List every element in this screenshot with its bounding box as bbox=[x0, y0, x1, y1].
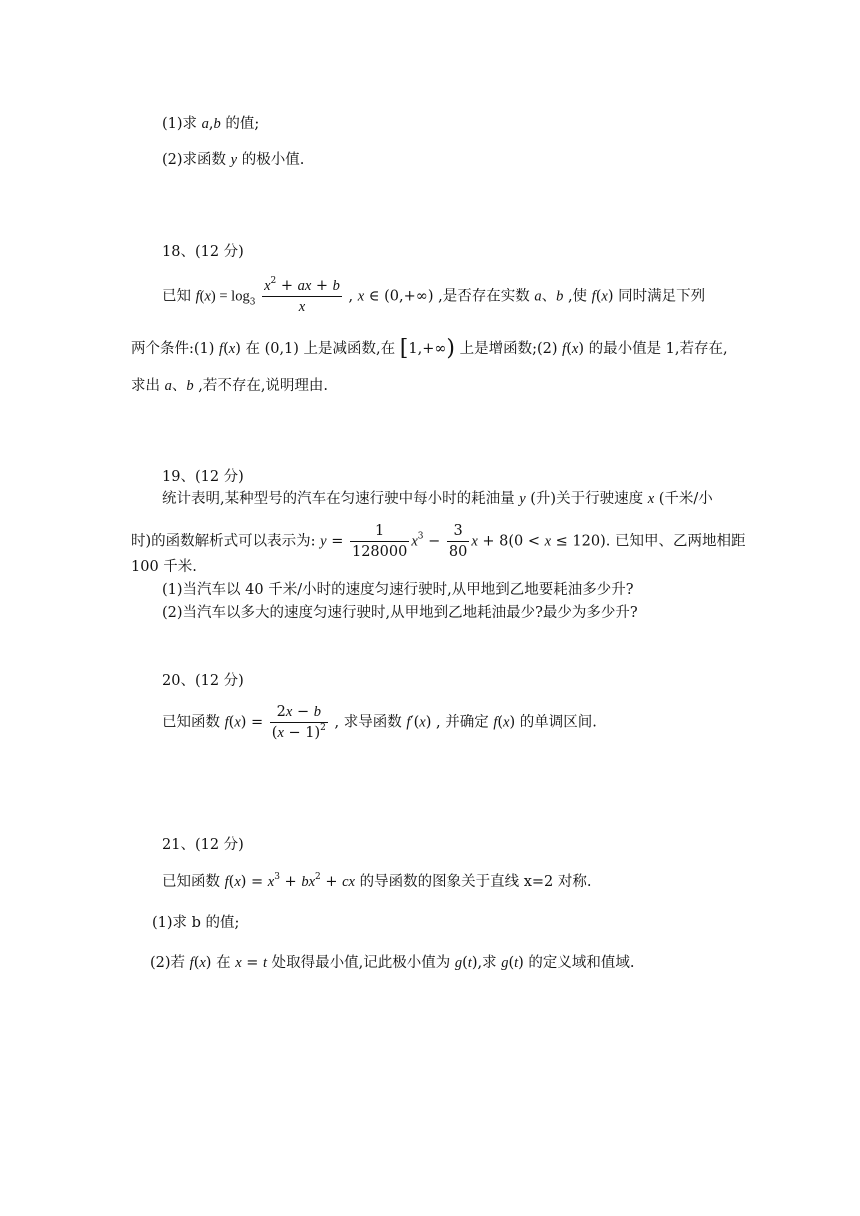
q19-fraction-2: $\frac{3}{80}$ bbox=[448, 523, 468, 560]
q21-part1: (1)求 b 的值; bbox=[152, 915, 240, 931]
q21-part2: (2)若 f(x) 在 x = t 处取得最小值,记此极小值为 g(t),求 g(t) 的定义域和值域. bbox=[150, 955, 635, 971]
q21-heading: 21、(12 分) bbox=[162, 837, 244, 853]
q19-fraction-1: $\frac{1}{128000}$ bbox=[351, 523, 408, 560]
q20-heading: 20、(12 分) bbox=[162, 673, 244, 689]
q19-heading: 19、(12 分) bbox=[162, 469, 244, 485]
q19-line1: 统计表明,某种型号的汽车在匀速行驶中每小时的耗油量 y (升)关于行驶速度 x (千米/小 bbox=[162, 491, 713, 507]
q19-line3: 100 千米. bbox=[131, 559, 197, 575]
q19-line2: 时)的函数解析式可以表示为: y = $\frac{1}{128000}$ $x^3$ − $\frac{3}{80}$ x + 8(0 < x ≤ 120). 已知甲、乙两地相距 bbox=[131, 523, 746, 560]
q19-part1: (1)当汽车以 40 千米/小时的速度匀速行驶时,从甲地到乙地要耗油多少升? bbox=[162, 582, 634, 598]
q18-line1: 已知 $f(x) = \log_3$ $\frac{x^2 + ax + b}{x}$ , x ∈ (0,+∞) ,是否存在实数 a、b ,使 f(x) 同时满足下列 bbox=[162, 276, 706, 315]
q20-line1: 已知函数 f(x) = $\frac{2x - b}{(x - 1)^2}$ , 求导函数 f′(x) , 并确定 f(x) 的单调区间. bbox=[162, 704, 597, 741]
q21-line1: 已知函数 $f(x) = x^3 + bx^2$ + cx 的导函数的图象关于直线 x=2 对称. bbox=[162, 872, 592, 890]
q17-part2: (2)求函数 y 的极小值. bbox=[162, 152, 305, 168]
q18-line2: 两个条件:(1) f(x) 在 (0,1) 上是减函数,在 [1,+∞) 上是增函数;(2) f(x) 的最小值是 1,若存在, bbox=[131, 336, 728, 361]
q20-fraction: $\frac{2x - b}{(x - 1)^2}$ bbox=[271, 704, 326, 741]
q18-heading: 18、(12 分) bbox=[162, 244, 244, 260]
q18-line3: 求出 a、b ,若不存在,说明理由. bbox=[131, 378, 329, 394]
q18-fraction: $\frac{x^2 + ax + b}{x}$ bbox=[264, 276, 340, 315]
q17-part1: (1)求 a,b 的值; bbox=[162, 116, 260, 132]
q19-part2: (2)当汽车以多大的速度匀速行驶时,从甲地到乙地耗油最少?最少为多少升? bbox=[162, 605, 638, 621]
